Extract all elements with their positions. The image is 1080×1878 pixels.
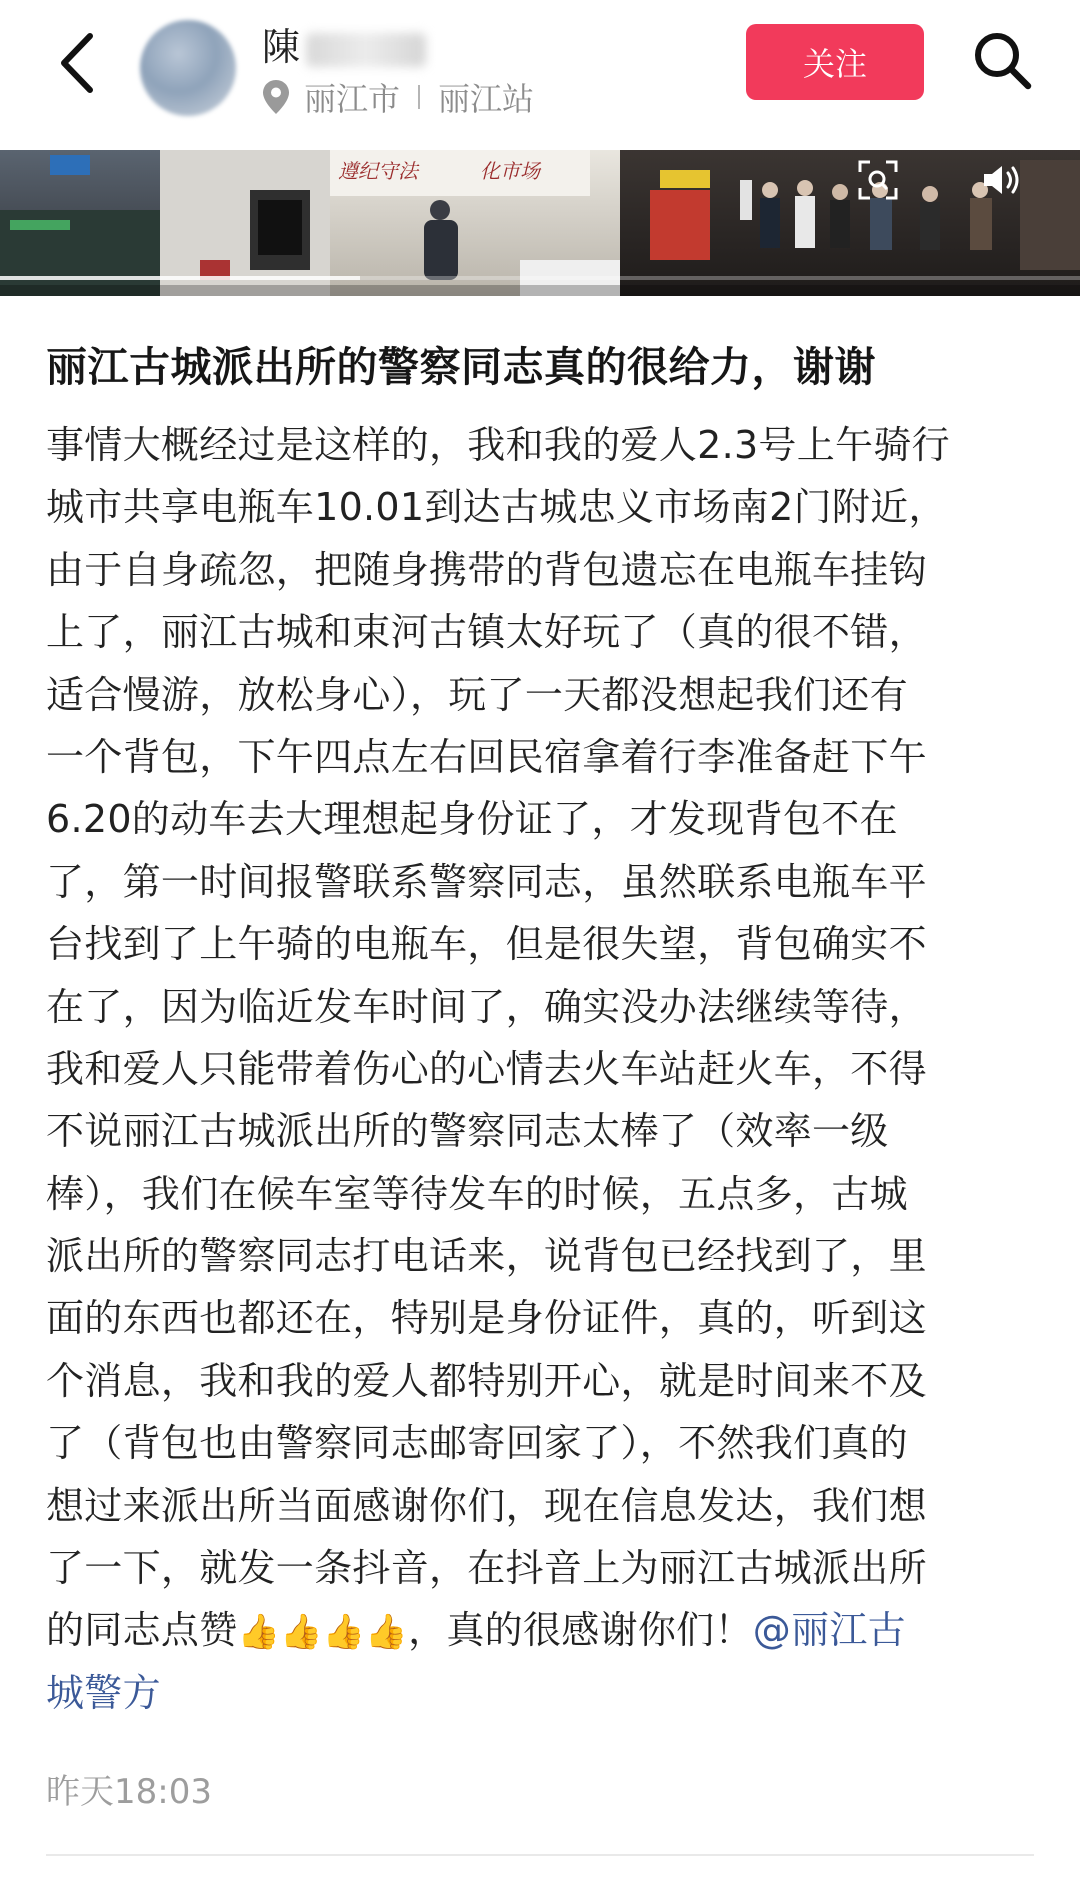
divider [46, 1854, 1034, 1856]
post-line: 面的东西也都还在，特别是身份证件，真的，听到这 [46, 1296, 927, 1341]
post-body [46, 414, 1046, 1724]
mention-link-continued[interactable]: 城警方 [46, 1670, 161, 1715]
post-line: 我和爱人只能带着伤心的心情去火车站赶火车，不得 [46, 1046, 927, 1091]
post-line: 在了，因为临近发车时间了，确实没办法继续等待， [46, 984, 927, 1029]
post-line-suffix: ，真的很感谢你们！ [408, 1608, 753, 1653]
location-city: 丽江市 [304, 80, 401, 118]
banner-sign-right: 化市场 [480, 159, 540, 183]
top-bar [0, 0, 1080, 150]
post-line: 派出所的警察同志打电话来，说背包已经找到了，里 [46, 1234, 927, 1279]
mention-link[interactable]: @丽江古 [752, 1608, 906, 1653]
user-name-blurred [306, 33, 426, 67]
post-line: 台找到了上午骑的电瓶车，但是很失望，背包确实不 [46, 922, 927, 967]
post-line: 城市共享电瓶车10.01到达古城忠义市场南2门附近， [46, 485, 947, 530]
follow-button[interactable]: 关注 [746, 24, 924, 100]
location-pin-icon [262, 79, 290, 115]
search-button[interactable] [970, 28, 1034, 92]
location-station: 丽江站 [438, 80, 535, 118]
post-line: 不说丽江古城派出所的警察同志太棒了（效率一级 [46, 1109, 889, 1154]
post-line: 了（背包也由警察同志邮寄回家了），不然我们真的 [46, 1421, 908, 1466]
thumbs-up-icon: 👍👍👍👍 [237, 1612, 409, 1653]
banner-photo [0, 150, 1080, 296]
post-line: 适合慢游，放松身心），玩了一天都没想起我们还有 [46, 672, 908, 717]
post-line-last [46, 1599, 1046, 1661]
chevron-left-icon [50, 28, 110, 98]
post-line: 6.20的动车去大理想起身份证了，才发现背包不在 [46, 797, 898, 842]
post-line: 上了，丽江古城和束河古镇太好玩了（真的很不错， [46, 610, 927, 655]
post-line: 想过来派出所当面感谢你们，现在信息发达，我们想 [46, 1483, 927, 1528]
location-separator [418, 85, 420, 109]
post-line-prefix: 的同志点赞 [46, 1608, 238, 1653]
avatar[interactable] [140, 20, 236, 116]
post-timestamp: 昨天18:03 [46, 1772, 212, 1812]
post-line: 由于自身疏忽，把随身携带的背包遗忘在电瓶车挂钩 [46, 547, 927, 592]
user-name[interactable] [262, 16, 426, 71]
post-line: 了，第一时间报警联系警察同志，虽然联系电瓶车平 [46, 859, 927, 904]
scan-icon[interactable] [856, 158, 900, 202]
post-title: 丽江古城派出所的警察同志真的很给力，谢谢 [46, 343, 876, 391]
speaker-icon[interactable] [980, 162, 1024, 198]
banner-sign-left: 遵纪守法 [338, 159, 418, 183]
media-banner[interactable] [0, 150, 1080, 296]
post-line: 个消息，我和我的爱人都特别开心，就是时间来不及 [46, 1358, 927, 1403]
back-button[interactable] [50, 28, 110, 98]
post-line: 事情大概经过是这样的，我和我的爱人2.3号上午骑行 [46, 423, 950, 467]
search-icon [970, 28, 1034, 92]
post-line: 棒），我们在候车室等待发车的时候，五点多，古城 [46, 1171, 908, 1216]
location-info[interactable] [262, 74, 534, 120]
user-name-text: 陳 [262, 25, 301, 69]
post-line: 一个背包，下午四点左右回民宿拿着行李准备赶下午 [46, 734, 927, 779]
post-line: 了一下，就发一条抖音，在抖音上为丽江古城派出所 [46, 1546, 927, 1591]
